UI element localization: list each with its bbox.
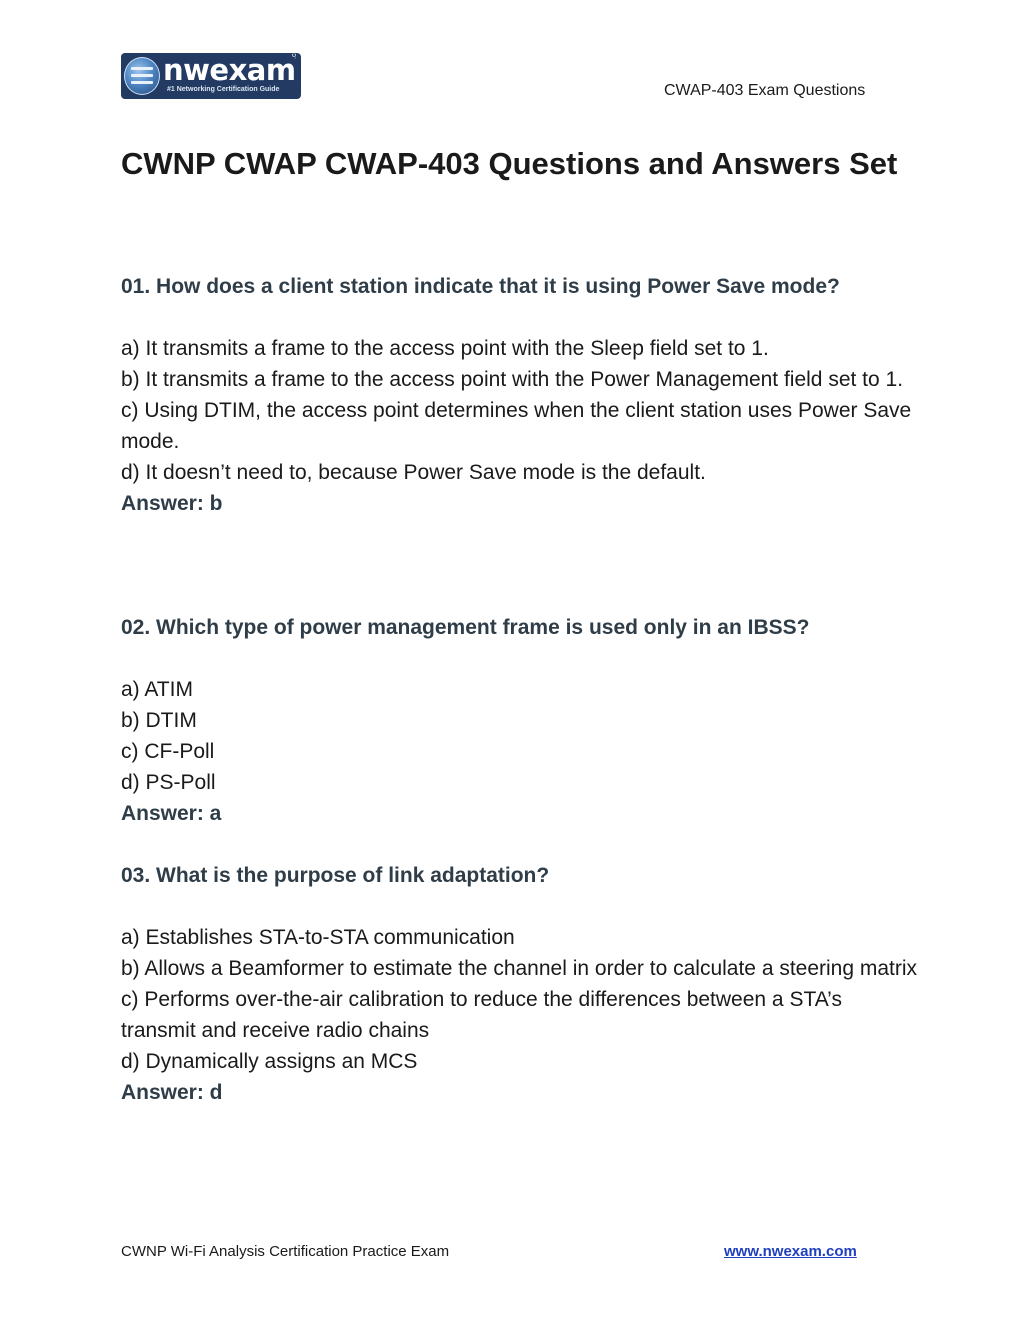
answer-option: b) It transmits a frame to the access point with the Power Management field set to 1. [121, 368, 904, 391]
logo-wordmark: nwexam [163, 53, 296, 87]
logo-dotcom: .com [291, 43, 298, 59]
question-3 [121, 860, 921, 1108]
answer-option: c) Performs over-the-air calibration to reduce the differences between a STA’s transmit and receive radio chains [121, 988, 842, 1042]
answer-option: d) PS-Poll [121, 771, 216, 794]
answer-key: Answer: a [121, 802, 222, 825]
answer-option: b) Allows a Beamformer to estimate the channel in order to calculate a steering matrix [121, 957, 918, 980]
footer-website-link[interactable]: www.nwexam.com [724, 1243, 857, 1260]
logo-tagline: #1 Networking Certification Guide [167, 86, 280, 93]
server-stack-icon [124, 57, 160, 95]
answer-option: a) It transmits a frame to the access point with the Sleep field set to 1. [121, 337, 769, 360]
answer-option: c) Using DTIM, the access point determines when the client station uses Power Save mode. [121, 399, 912, 453]
answer-option: b) DTIM [121, 709, 197, 732]
header-label: CWAP-403 Exam Questions [664, 82, 866, 99]
question-1 [121, 271, 921, 519]
answer-option: a) Establishes STA-to-STA communication [121, 926, 515, 949]
question-2 [121, 612, 921, 829]
page-title: CWNP CWAP CWAP-403 Questions and Answers Set [121, 146, 898, 181]
answer-key: Answer: d [121, 1081, 223, 1104]
answer-option: d) It doesn’t need to, because Power Save mode is the default. [121, 461, 706, 484]
answer-option: c) CF-Poll [121, 740, 215, 763]
footer-text: CWNP Wi-Fi Analysis Certification Practice Exam [121, 1243, 450, 1260]
question-title: 02. Which type of power management frame is used only in an IBSS? [121, 616, 810, 639]
question-title: 03. What is the purpose of link adaptation? [121, 864, 550, 887]
answer-option: d) Dynamically assigns an MCS [121, 1050, 418, 1073]
answer-option: a) ATIM [121, 678, 193, 701]
nwexam-logo [121, 43, 301, 99]
answer-key: Answer: b [121, 492, 223, 515]
question-title: 01. How does a client station indicate that it is using Power Save mode? [121, 275, 840, 298]
